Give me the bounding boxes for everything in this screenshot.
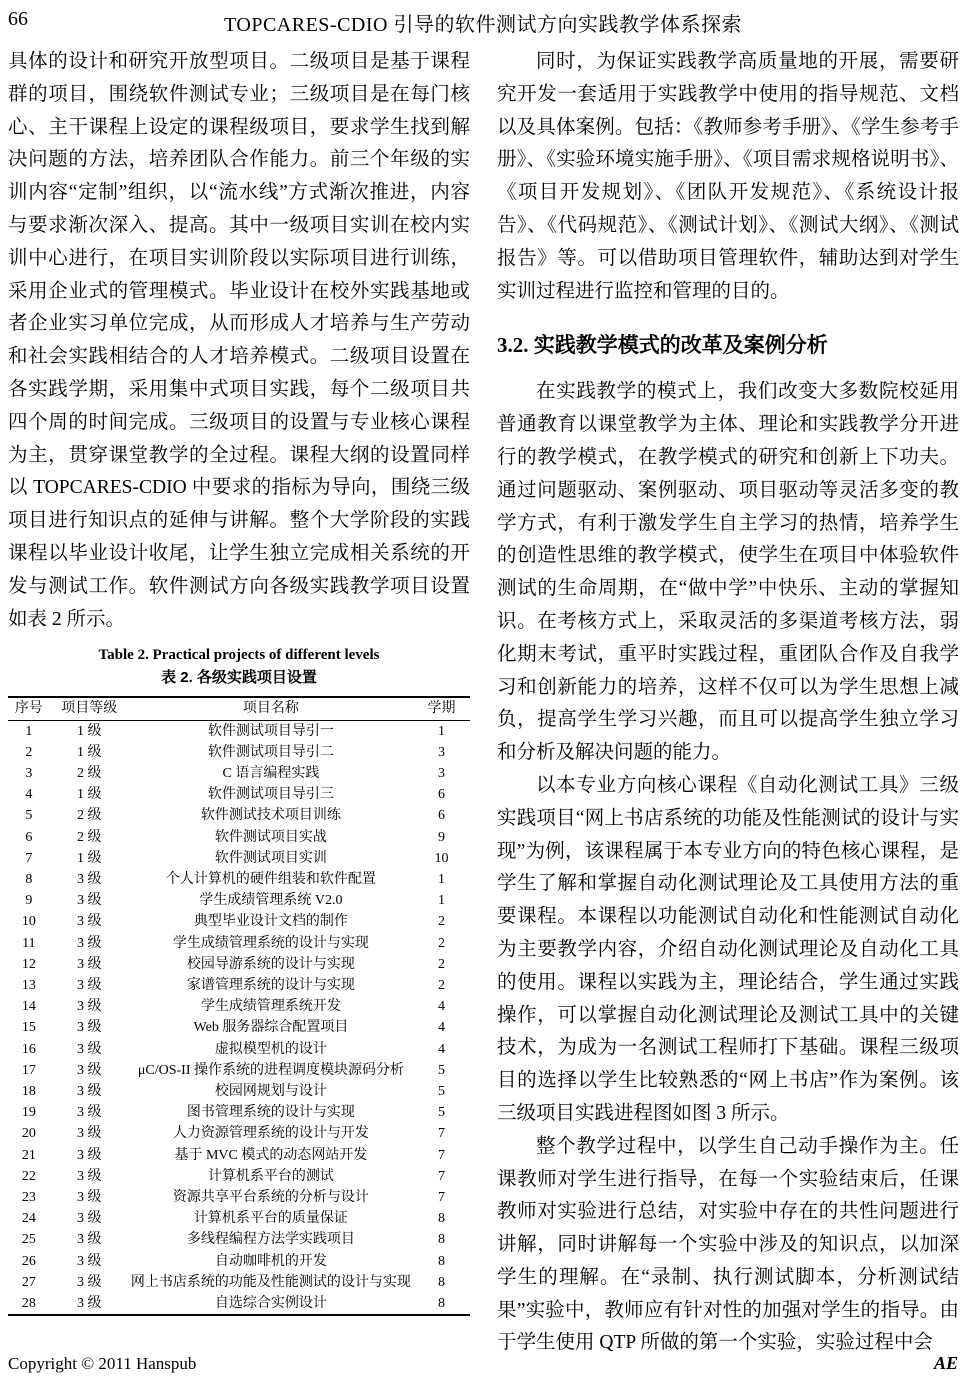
project-level: 1 级 (77, 723, 102, 739)
project-level: 3 级 (77, 1020, 102, 1036)
semester: 7 (437, 1168, 445, 1184)
journal-code: AE (933, 1353, 958, 1373)
content-columns (8, 46, 959, 1354)
paragraph: 在实践教学的模式上，我们改变大多数院校延用普通教育以课堂教学为主体、理论和实践教学分开进行的教学模式，在教学模式的研究和创新上下功夫。通过问题驱动、案例驱动、项目驱动等灵活多变的教学方式，有利于激发学生自主学习的热情，培养学生的创造性思维的教学模式，使学生在项目中体验软件测试的生命周期，在“做中学”中快乐、主动的掌握知识。在考核方式上，采取灵活的多渠道考核方法，弱化期末考试，重平时实践过程，重团队合作及自我学习和创新能力的培养，这样不仅可以为学生思想上减负，提高学生学习兴趣，而且可以提高学生独立学习和分析及解决问题的能力。 (497, 381, 959, 764)
project-level: 3 级 (77, 1253, 102, 1269)
project-level: 3 级 (77, 999, 102, 1015)
table-row (8, 1081, 470, 1102)
semester: 8 (437, 1232, 445, 1248)
semester: 4 (437, 1020, 445, 1036)
project-level: 3 级 (77, 1296, 102, 1312)
row-index: 3 (25, 765, 33, 781)
project-level: 3 级 (77, 1190, 102, 1206)
project-level: 3 级 (77, 1232, 102, 1248)
left-column (8, 46, 470, 1336)
project-level: 3 级 (77, 1084, 102, 1099)
projects-table (8, 696, 470, 1316)
page-footer (8, 1353, 958, 1374)
row-index: 13 (21, 977, 36, 993)
copyright-text: Copyright © 2011 Hanspub (8, 1354, 197, 1373)
col-header-name: 项目名称 (129, 697, 413, 720)
project-level: 1 级 (77, 787, 102, 803)
row-index: 22 (21, 1168, 36, 1184)
semester: 8 (437, 1211, 445, 1227)
project-name: 网上书店系统的功能及性能测试的设计与实现 (130, 1274, 411, 1290)
semester: 1 (437, 871, 445, 887)
table-row (8, 720, 470, 742)
project-name: 软件测试项目实训 (214, 850, 327, 866)
row-index: 12 (21, 956, 36, 972)
semester: 8 (437, 1296, 445, 1312)
table-row (8, 911, 470, 932)
semester: 5 (437, 1084, 445, 1099)
row-index: 11 (22, 935, 36, 951)
project-name: 资源共享平台系统的分析与设计 (172, 1190, 369, 1206)
semester: 5 (437, 1062, 445, 1078)
project-level: 3 级 (77, 1062, 102, 1078)
semester: 8 (437, 1253, 445, 1269)
running-title: TOPCARES-CDIO 引导的软件测试方向实践教学体系探索 (224, 14, 742, 36)
row-index: 9 (25, 893, 33, 909)
table-row (8, 1039, 470, 1060)
table-row (8, 1145, 470, 1166)
table-row (8, 784, 470, 805)
table-row (8, 1060, 470, 1081)
row-index: 5 (25, 808, 33, 824)
project-level: 3 级 (77, 893, 102, 909)
row-index: 19 (21, 1105, 36, 1121)
project-level: 3 级 (77, 977, 102, 993)
semester: 1 (437, 893, 445, 909)
project-level: 3 级 (77, 935, 102, 951)
semester: 3 (437, 744, 445, 760)
row-index: 4 (25, 787, 33, 803)
project-name: 典型毕业设计文档的制作 (193, 914, 348, 930)
table-row (8, 1208, 470, 1229)
table-row (8, 1272, 470, 1293)
projects-table-header (8, 697, 470, 720)
semester: 10 (434, 850, 449, 866)
row-index: 15 (21, 1020, 36, 1036)
row-index: 24 (21, 1211, 36, 1227)
col-header-index: 序号 (8, 697, 50, 720)
semester: 6 (437, 787, 445, 803)
project-name: 图书管理系统的设计与实现 (186, 1105, 355, 1121)
row-index: 16 (21, 1041, 36, 1057)
project-name: 家谱管理系统的设计与实现 (186, 977, 355, 993)
row-index: 14 (21, 999, 36, 1015)
semester: 7 (437, 1126, 445, 1142)
row-index: 10 (21, 914, 36, 930)
project-name: 校园网规划与设计 (214, 1084, 327, 1099)
project-name: 计算机系平台的质量保证 (193, 1211, 348, 1227)
project-name: 基于 MVC 模式的动态网站开发 (174, 1147, 368, 1163)
project-level: 3 级 (77, 1168, 102, 1184)
project-level: 1 级 (77, 850, 102, 866)
table-row (8, 763, 470, 784)
project-name: 学生成绩管理系统 V2.0 (199, 893, 343, 909)
table-row (8, 869, 470, 890)
table-row (8, 1102, 470, 1123)
project-name: 校园导游系统的设计与实现 (186, 956, 355, 972)
project-name: 学生成绩管理系统开发 (200, 999, 341, 1015)
project-level: 3 级 (77, 1126, 102, 1142)
table-row (8, 827, 470, 848)
table-row (8, 742, 470, 763)
paragraph: 同时，为保证实践教学高质量地的开展，需要研究开发一套适用于实践教学中使用的指导规范、文档以及具体案例。包括：《教师参考手册》、《学生参考手册》、《实验环境实施手册》、《项目需求规格说明书》、《项目开发规划》、《团队开发规范》、《系统设计报告》、《代码规范》、《测试计划》、《测试大纲》、《测试报告》等。可以借助项目管理软件，辅助达到对学生实训过程进行监控和管理的目的。 (497, 51, 959, 302)
row-index: 21 (21, 1147, 36, 1163)
table-row (8, 1293, 470, 1315)
table-row (8, 1166, 470, 1187)
row-index: 23 (21, 1190, 36, 1206)
semester: 6 (437, 808, 445, 824)
page-header (8, 8, 958, 34)
semester: 2 (437, 935, 445, 951)
project-name: 软件测试项目导引二 (207, 744, 334, 760)
table-row (8, 1123, 470, 1144)
project-name: 软件测试项目实战 (214, 829, 327, 845)
row-index: 17 (21, 1062, 36, 1078)
col-header-semester: 学期 (413, 697, 470, 720)
project-level: 3 级 (77, 1105, 102, 1121)
section-heading: 3.2. 实践教学模式的改革及案例分析 (497, 333, 828, 358)
projects-table-body (8, 720, 470, 1315)
project-name: 虚拟模型机的设计 (214, 1041, 327, 1057)
project-level: 2 级 (77, 808, 102, 824)
project-name: 多线程编程方法学实践项目 (186, 1232, 355, 1248)
project-level: 3 级 (77, 1041, 102, 1057)
table-row (8, 1187, 470, 1208)
row-index: 26 (21, 1253, 36, 1269)
table-caption-en: Table 2. Practical projects of different levels (98, 647, 380, 664)
table-row (8, 933, 470, 954)
table-header-row (8, 697, 470, 720)
row-index: 28 (21, 1296, 36, 1312)
semester: 8 (437, 1274, 445, 1290)
row-index: 2 (25, 744, 33, 760)
row-index: 27 (21, 1274, 36, 1290)
row-index: 8 (25, 871, 33, 887)
project-name: 人力资源管理系统的设计与开发 (172, 1126, 369, 1142)
left-paragraph: 具体的设计和研究开放型项目。二级项目是基于课程群的项目，围绕软件测试专业；三级项目是在每门核心、主干课程上设定的课程级项目，要求学生找到解决问题的方法，培养团队合作能力。前三个年级的实训内容“定制”组织，以“流水线”方式渐次推进，内容与要求渐次深入、提高。其中一级项目实训在校内实训中心进行，在项目实训阶段以实际项目进行训练，采用企业式的管理模式。毕业设计在校外实践基地或者企业实习单位完成，从而形成人才培养与生产劳动和社会实践相结合的人才培养模式。二级项目设置在各实践学期，采用集中式项目实践，每个二级项目共四个周的时间完成。三级项目的设置与专业核心课程为主，贯穿课堂教学的全过程。课程大纲的设置同样以 TOPCARES-CDIO 中要求的指标为导向，围绕三级项目进行知识点的延伸与讲解。整个大学阶段的实践课程以毕业设计收尾，让学生独立完成相关系统的开发与测试工作。软件测试方向各级实践教学项目设置如表 2 所示。 (8, 51, 470, 630)
project-name: C 语言编程实践 (222, 765, 320, 781)
project-name: 自选综合实例设计 (214, 1296, 327, 1312)
row-index: 18 (21, 1084, 36, 1099)
project-level: 3 级 (77, 1274, 102, 1290)
semester: 3 (437, 765, 445, 781)
table-row (8, 975, 470, 996)
semester: 4 (437, 999, 445, 1015)
table-row (8, 1229, 470, 1250)
table-row (8, 996, 470, 1017)
table-row (8, 954, 470, 975)
semester: 7 (437, 1147, 445, 1163)
project-level: 3 级 (77, 956, 102, 972)
semester: 1 (437, 723, 445, 739)
page-number: 66 (8, 8, 28, 30)
project-name: 学生成绩管理系统的设计与实现 (172, 935, 369, 951)
table-row (8, 1251, 470, 1272)
table-row (8, 805, 470, 826)
semester: 7 (437, 1190, 445, 1206)
row-index: 25 (21, 1232, 36, 1248)
project-level: 3 级 (77, 871, 102, 887)
paragraph: 整个教学过程中，以学生自己动手操作为主。任课教师对学生进行指导，在每一个实验结束后，任课教师对实验进行总结，对实验中存在的共性问题进行讲解，同时讲解每一个实验中涉及的知识点，以加深学生的理解。在“录制、执行测试脚本，分析测试结果”实验中，教师应有针对性的加强对学生的指导。由于学生使用 QTP 所做的第一个实验，实验过程中会 (497, 1135, 959, 1354)
row-index: 7 (25, 850, 33, 866)
semester: 2 (437, 977, 445, 993)
semester: 4 (437, 1041, 445, 1057)
right-column (497, 46, 959, 1354)
row-index: 1 (25, 723, 33, 739)
project-level: 3 级 (77, 1211, 102, 1227)
project-name: 计算机系平台的测试 (207, 1168, 334, 1184)
project-level: 2 级 (77, 765, 102, 781)
project-name: 软件测试项目导引三 (207, 787, 334, 803)
semester: 9 (437, 829, 445, 845)
table-row (8, 848, 470, 869)
table-row (8, 1017, 470, 1038)
project-name: 自动咖啡机的开发 (214, 1253, 327, 1269)
project-level: 1 级 (77, 744, 102, 760)
paragraph: 以本专业方向核心课程《自动化测试工具》三级实践项目“网上书店系统的功能及性能测试的设计与实现”为例，该课程属于本专业方向的特色核心课程，是学生了解和掌握自动化测试理论及工具使用方法的重要课程。本课程以功能测试自动化和性能测试自动化为主要教学内容，介绍自动化测试理论及自动化工具的使用。课程以实践为主，理论结合，学生通过实践操作，可以掌握自动化测试理论及测试工具中的关键技术，为成为一名测试工程师打下基础。课程三级项目的选择以学生比较熟悉的“网上书店”作为案例。该三级项目实践进程图如图 3 所示。 (497, 774, 959, 1124)
semester: 2 (437, 956, 445, 972)
project-name: 个人计算机的硬件组装和软件配置 (165, 871, 376, 887)
col-header-level: 项目等级 (50, 697, 129, 720)
table-caption (8, 645, 470, 689)
table-caption-zh: 表 2. 各级实践项目设置 (161, 669, 317, 687)
semester: 5 (437, 1105, 445, 1121)
project-name: μC/OS-II 操作系统的进程调度模块源码分析 (137, 1062, 404, 1078)
row-index: 20 (21, 1126, 36, 1142)
project-level: 2 级 (77, 829, 102, 845)
semester: 2 (437, 914, 445, 930)
table-row (8, 890, 470, 911)
project-name: 软件测试项目导引一 (207, 723, 334, 739)
project-name: Web 服务器综合配置项目 (193, 1020, 349, 1036)
project-name: 软件测试技术项目训练 (200, 808, 341, 824)
project-level: 3 级 (77, 914, 102, 930)
row-index: 6 (25, 829, 33, 845)
project-level: 3 级 (77, 1147, 102, 1163)
